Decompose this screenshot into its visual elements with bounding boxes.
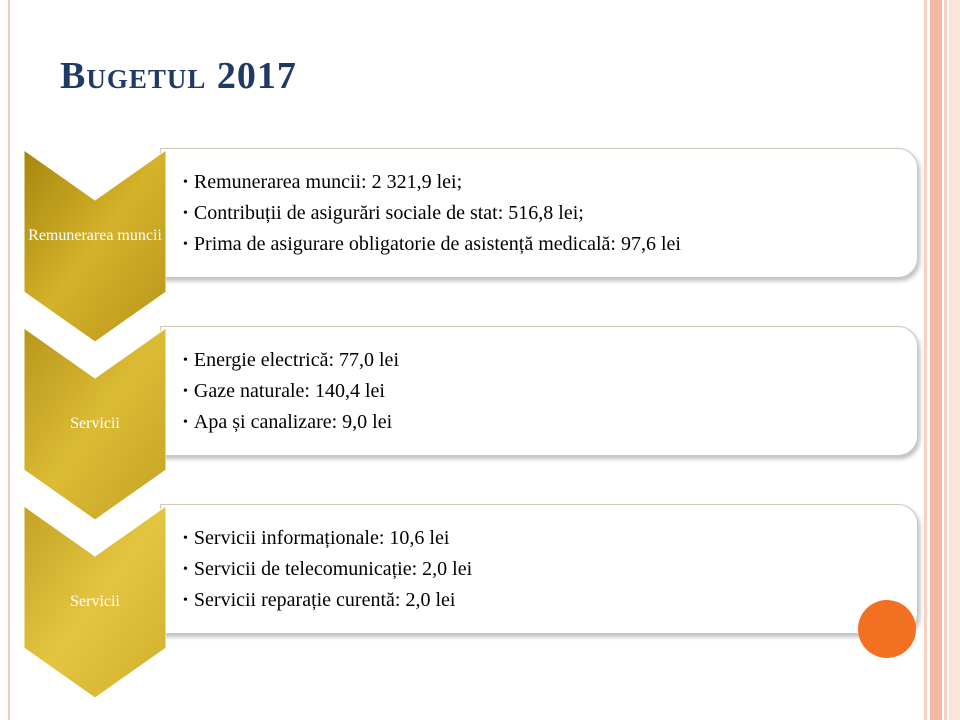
list-item: • Contribuții de asigurări sociale de stat: 516,8 lei;	[183, 202, 584, 224]
list-item: • Servicii reparație curentă: 2,0 lei	[183, 589, 456, 611]
stripe	[944, 0, 947, 720]
stripe	[930, 0, 942, 720]
section-content-box	[160, 148, 918, 278]
section-label: Servicii	[70, 415, 120, 432]
list-item: • Servicii de telecomunicație: 2,0 lei	[183, 558, 473, 580]
list-item: • Prima de asigurare obligatorie de asistență medicală: 97,6 lei	[183, 233, 681, 255]
list-item: • Apa și canalizare: 9,0 lei	[183, 411, 393, 433]
section-label: Remunerarea muncii	[28, 227, 162, 244]
stripe	[924, 0, 927, 720]
list-item: • Energie electrică: 77,0 lei	[183, 349, 399, 371]
stripe	[949, 0, 960, 720]
slide-title: Bugetul 2017	[60, 55, 297, 97]
right-decorative-stripes	[920, 0, 960, 720]
decorative-circle	[858, 600, 916, 658]
section-label: Servicii	[70, 593, 120, 610]
list-item: • Servicii informaționale: 10,6 lei	[183, 527, 450, 549]
section-content-box	[160, 326, 918, 456]
list-item: • Remunerarea muncii: 2 321,9 lei;	[183, 171, 463, 193]
section-content-box	[160, 504, 918, 634]
list-item: • Gaze naturale: 140,4 lei	[183, 380, 385, 402]
chevron-shape	[24, 150, 166, 342]
left-border-line	[8, 0, 10, 720]
